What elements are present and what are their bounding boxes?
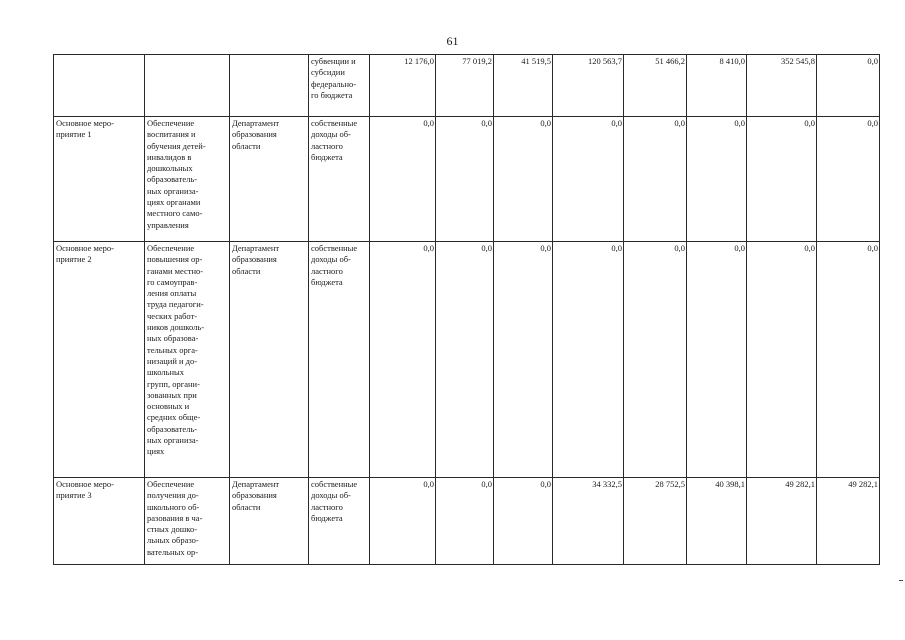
- value-cell: 0,0: [436, 242, 494, 478]
- value-cell: 77 019,2: [436, 55, 494, 117]
- value-cell: 28 752,5: [624, 478, 687, 565]
- value-cell: 0,0: [370, 117, 436, 242]
- value-cell: 0,0: [817, 242, 880, 478]
- value-cell: 0,0: [687, 117, 747, 242]
- funding-source-cell: собственные доходы об- ластного бюджета: [309, 242, 370, 478]
- value-cell: 120 563,7: [553, 55, 624, 117]
- value-cell: 0,0: [553, 242, 624, 478]
- value-cell: 0,0: [687, 242, 747, 478]
- funding-source-cell: собственные доходы об- ластного бюджета: [309, 478, 370, 565]
- budget-table: [53, 54, 880, 565]
- value-cell: 41 519,5: [494, 55, 553, 117]
- value-cell: 12 176,0: [370, 55, 436, 117]
- value-cell: 0,0: [436, 117, 494, 242]
- value-cell: 0,0: [624, 242, 687, 478]
- table-row: [54, 242, 880, 478]
- value-cell: 352 545,8: [747, 55, 817, 117]
- value-cell: 0,0: [553, 117, 624, 242]
- executor-cell: Департамент образования области: [230, 117, 309, 242]
- activity-description-cell: Обеспечение повышения ор- ганами местно- го самоуправ- ления оплаты труда педагоги- ческих работ- ников дошколь- ных образова- тельных орга- низаций и до- школьных групп, органи- зованных при основных и средних обще- образователь- ных организа- циях: [145, 242, 230, 478]
- value-cell: 0,0: [370, 478, 436, 565]
- value-cell: 34 332,5: [553, 478, 624, 565]
- table-row: [54, 478, 880, 565]
- activity-description-cell: Обеспечение получения до- школьного об- разования в ча- стных дошко- льных образо- вательных ор-: [145, 478, 230, 565]
- value-cell: 0,0: [624, 117, 687, 242]
- activity-name-cell: Основное меро- приятие 2: [54, 242, 145, 478]
- executor-cell: [230, 55, 309, 117]
- activity-name-cell: Основное меро- приятие 1: [54, 117, 145, 242]
- table-row: [54, 117, 880, 242]
- activity-description-cell: Обеспечение воспитания и обучения детей- инвалидов в дошкольных образователь- ных организа- циях органами местного само- управления: [145, 117, 230, 242]
- value-cell: 0,0: [494, 478, 553, 565]
- value-cell: 0,0: [370, 242, 436, 478]
- value-cell: 0,0: [747, 242, 817, 478]
- executor-cell: Департамент образования области: [230, 478, 309, 565]
- value-cell: 0,0: [817, 117, 880, 242]
- value-cell: 0,0: [494, 117, 553, 242]
- executor-cell: Департамент образования области: [230, 242, 309, 478]
- table-row: [54, 55, 880, 117]
- value-cell: 49 282,1: [747, 478, 817, 565]
- value-cell: 0,0: [494, 242, 553, 478]
- value-cell: 51 466,2: [624, 55, 687, 117]
- activity-name-cell: Основное меро- приятие 3: [54, 478, 145, 565]
- value-cell: 8 410,0: [687, 55, 747, 117]
- value-cell: 0,0: [817, 55, 880, 117]
- value-cell: 40 398,1: [687, 478, 747, 565]
- page-number: 61: [446, 34, 459, 48]
- page-edge-mark: [899, 580, 903, 581]
- value-cell: 0,0: [747, 117, 817, 242]
- value-cell: 49 282,1: [817, 478, 880, 565]
- funding-source-cell: субвенции и субсидии федерально- го бюджета: [309, 55, 370, 117]
- value-cell: 0,0: [436, 478, 494, 565]
- funding-source-cell: собственные доходы об- ластного бюджета: [309, 117, 370, 242]
- activity-description-cell: [145, 55, 230, 117]
- activity-name-cell: [54, 55, 145, 117]
